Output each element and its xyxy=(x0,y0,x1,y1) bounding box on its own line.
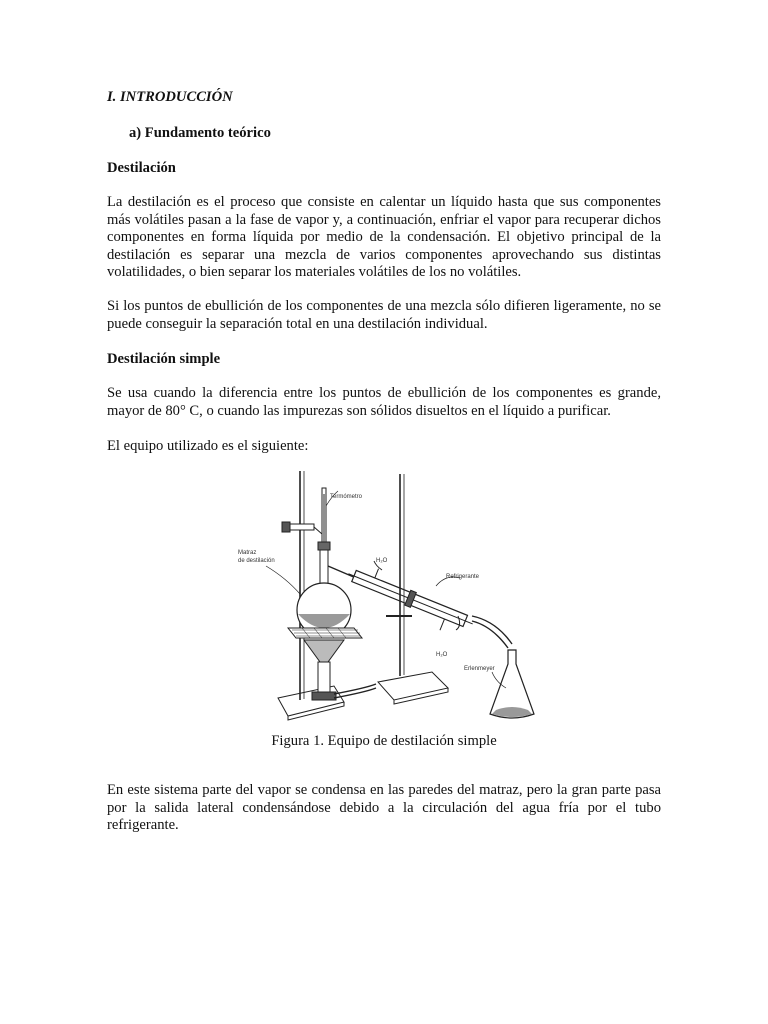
destilacion-paragraph-2: Si los puntos de ebullición de los componentes de una mezcla sólo difieren ligeramente, no se puede conseguir la separación total en una destilación individual. xyxy=(107,298,661,332)
distillation-apparatus-figure xyxy=(226,466,556,728)
section-heading: I. INTRODUCCIÓN xyxy=(107,89,233,105)
label-refrigerante: Refrigerante xyxy=(446,574,480,580)
after-figure-paragraph: En este sistema parte del vapor se condensa en las paredes del matraz, pero la gran parte pasa por la salida lateral condensándose debido a la circulación del agua fría por el tubo refrigerante. xyxy=(107,782,661,834)
destilacion-title: Destilación xyxy=(107,160,176,176)
destilacion-simple-paragraph-2: El equipo utilizado es el siguiente: xyxy=(107,438,309,454)
subsection-heading: a) Fundamento teórico xyxy=(129,125,271,141)
destilacion-simple-title: Destilación simple xyxy=(107,351,221,367)
label-h2o-top: H₂O xyxy=(376,558,388,564)
destilacion-paragraph-1: La destilación es el proceso que consiste en calentar un líquido hasta que sus componentes más volátiles pasan a la fase de vapor y, a continuación, enfriar el vapor para recuperar dichos componentes en forma líquida por medio de la condensación. El objetivo principal de la destilación es separar una mezcla de varios componentes aprovechando sus distintas volatilidades, o bien separar los materiales volátiles de los no volátiles. xyxy=(107,194,661,281)
figure-caption: Figura 1. Equipo de destilación simple xyxy=(271,733,497,749)
label-termometro: Termómetro xyxy=(330,494,363,500)
destilacion-simple-paragraph-1: Se usa cuando la diferencia entre los puntos de ebullición de los componentes es grande, mayor de 80° C, o cuando las impurezas son sólidos disueltos en el líquido a purificar. xyxy=(107,385,661,419)
label-matraz: Matraz xyxy=(238,550,257,556)
label-matraz-destilacion: de destilación xyxy=(238,558,275,564)
label-h2o-bottom: H₂O xyxy=(436,652,448,658)
label-erlenmeyer: Erlenmeyer xyxy=(464,666,495,672)
